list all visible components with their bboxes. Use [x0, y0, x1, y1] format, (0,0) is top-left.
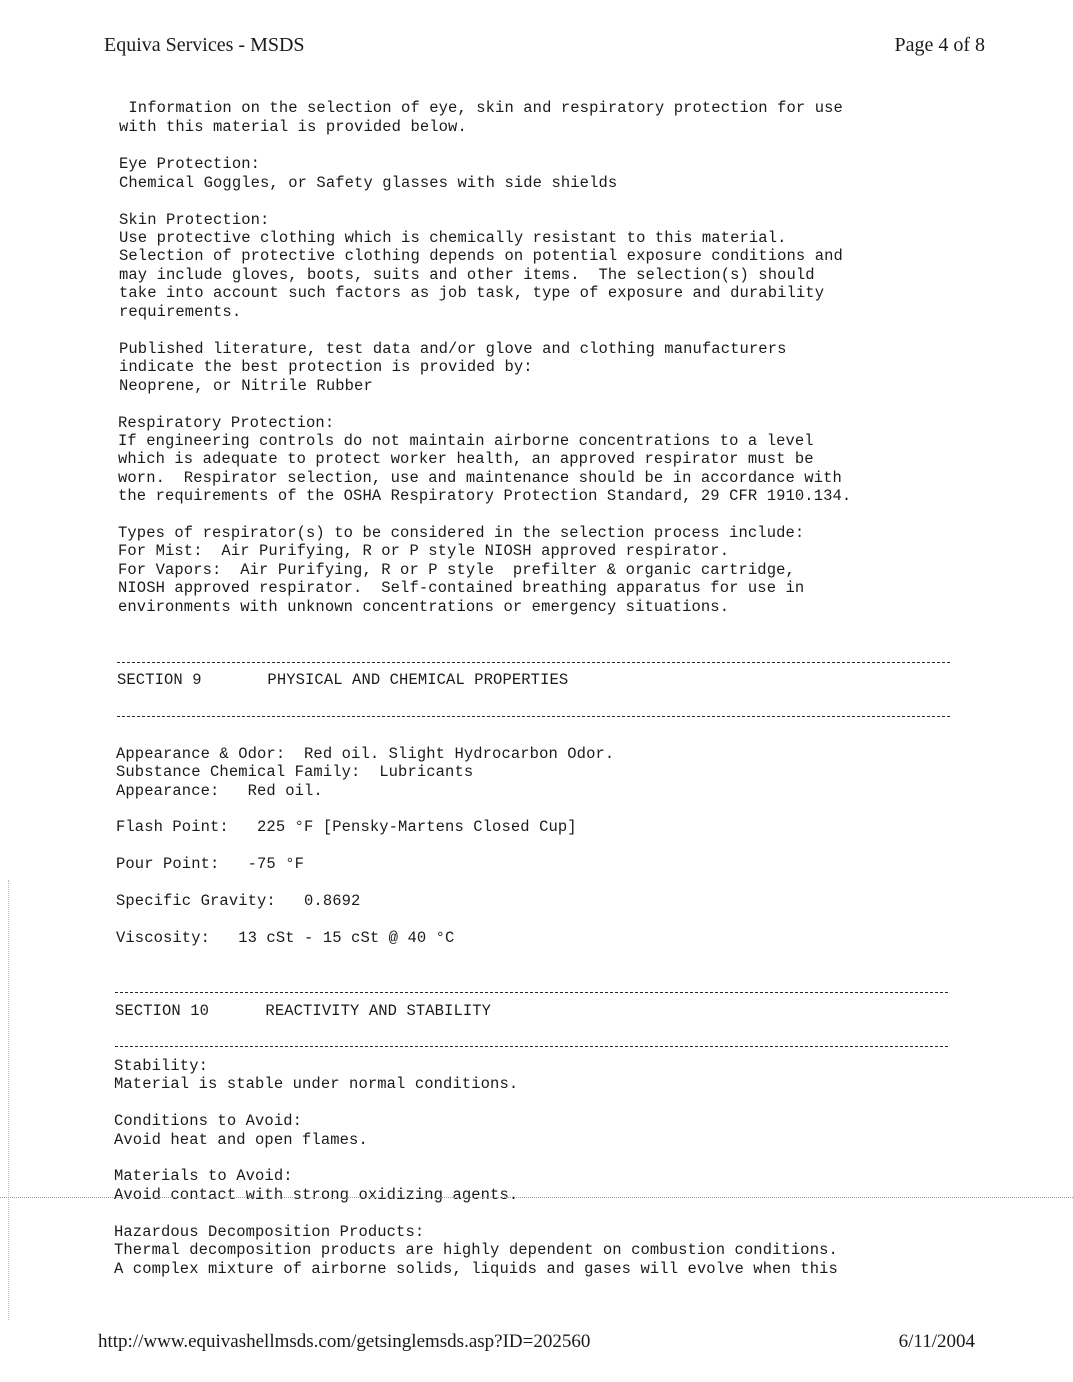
published-literature-line-1: Published literature, test data and/or glove and clothing manufacturers — [119, 340, 787, 358]
specific-gravity: Specific Gravity: 0.8692 — [116, 892, 361, 910]
protection-intro-line-1: Information on the selection of eye, skin and respiratory protection for use — [119, 99, 843, 117]
materials-to-avoid-heading: Materials to Avoid: — [114, 1167, 293, 1185]
page-number: Page 4 of 8 — [894, 34, 985, 56]
skin-protection-line-2: Selection of protective clothing depends on potential exposure conditions and — [119, 247, 843, 265]
respirator-types-line-5: environments with unknown concentrations or emergency situations. — [118, 598, 730, 616]
hazardous-decomposition-line-2: A complex mixture of airborne solids, liquids and gases will evolve when this — [114, 1260, 838, 1278]
eye-protection-text: Chemical Goggles, or Safety glasses with side shields — [119, 174, 618, 192]
published-literature-line-3: Neoprene, or Nitrile Rubber — [119, 377, 373, 395]
scan-fold-line — [0, 1197, 1073, 1198]
section-9-heading: SECTION 9 PHYSICAL AND CHEMICAL PROPERTIES — [117, 671, 569, 689]
eye-protection-heading: Eye Protection: — [119, 155, 261, 173]
section-10-top-divider — [115, 992, 948, 993]
stability-text: Material is stable under normal conditions. — [114, 1075, 519, 1093]
respirator-types-line-1: Types of respirator(s) to be considered in the selection process include: — [118, 524, 805, 542]
skin-protection-line-3: may include gloves, boots, suits and other items. The selection(s) should — [119, 266, 815, 284]
protection-intro-line-2: with this material is provided below. — [119, 118, 467, 136]
hazardous-decomposition-heading: Hazardous Decomposition Products: — [114, 1223, 425, 1241]
scan-edge-artifact — [8, 880, 9, 1320]
viscosity: Viscosity: 13 cSt - 15 cSt @ 40 °C — [116, 929, 455, 947]
header-title: Equiva Services - MSDS — [104, 34, 305, 56]
appearance: Appearance: Red oil. — [116, 782, 323, 800]
appearance-odor: Appearance & Odor: Red oil. Slight Hydrocarbon Odor. — [116, 745, 615, 763]
respiratory-protection-line-2: which is adequate to protect worker health, an approved respirator must be — [118, 450, 814, 468]
respiratory-protection-line-3: worn. Respirator selection, use and maintenance should be in accordance with — [118, 469, 842, 487]
footer-date: 6/11/2004 — [898, 1331, 975, 1352]
skin-protection-heading: Skin Protection: — [119, 211, 270, 229]
conditions-to-avoid-heading: Conditions to Avoid: — [114, 1112, 303, 1130]
substance-chemical-family: Substance Chemical Family: Lubricants — [116, 763, 474, 781]
respirator-types-line-3: For Vapors: Air Purifying, R or P style prefilter & organic cartridge, — [118, 561, 795, 579]
respirator-types-line-2: For Mist: Air Purifying, R or P style NIOSH approved respirator. — [118, 542, 730, 560]
respiratory-protection-line-4: the requirements of the OSHA Respiratory Protection Standard, 29 CFR 1910.134. — [118, 487, 852, 505]
respiratory-protection-heading: Respiratory Protection: — [118, 414, 335, 432]
conditions-to-avoid-text: Avoid heat and open flames. — [114, 1131, 368, 1149]
respirator-types-line-4: NIOSH approved respirator. Self-contained breathing apparatus for use in — [118, 579, 805, 597]
hazardous-decomposition-line-1: Thermal decomposition products are highly dependent on combustion conditions. — [114, 1241, 838, 1259]
section-9-bottom-divider — [117, 716, 950, 717]
skin-protection-line-4: take into account such factors as job task, type of exposure and durability — [119, 284, 825, 302]
section-10-heading: SECTION 10 REACTIVITY AND STABILITY — [115, 1002, 492, 1020]
skin-protection-line-5: requirements. — [119, 303, 242, 321]
pour-point: Pour Point: -75 °F — [116, 855, 305, 873]
respiratory-protection-line-1: If engineering controls do not maintain airborne concentrations to a level — [118, 432, 814, 450]
footer-url: http://www.equivashellmsds.com/getsinglemsds.asp?ID=202560 — [98, 1331, 591, 1352]
flash-point: Flash Point: 225 °F [Pensky-Martens Closed Cup] — [116, 818, 577, 836]
section-10-bottom-divider — [115, 1046, 948, 1047]
stability-heading: Stability: — [114, 1057, 209, 1075]
published-literature-line-2: indicate the best protection is provided by: — [119, 358, 533, 376]
materials-to-avoid-text: Avoid contact with strong oxidizing agents. — [114, 1186, 519, 1204]
skin-protection-line-1: Use protective clothing which is chemically resistant to this material. — [119, 229, 787, 247]
section-9-top-divider — [117, 662, 950, 663]
